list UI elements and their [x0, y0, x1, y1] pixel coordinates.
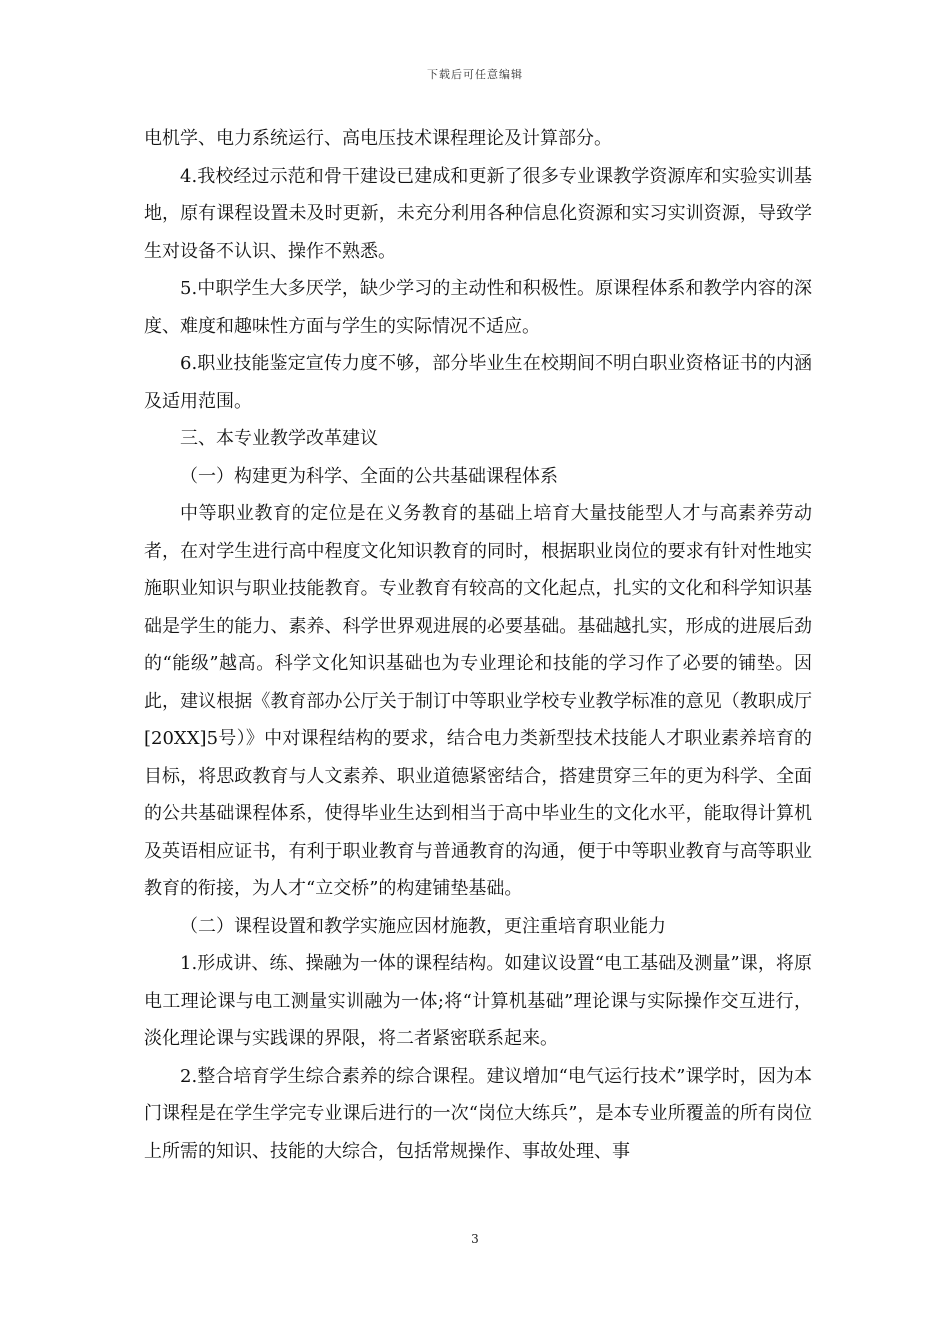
- paragraph-item-1: 1.形成讲、练、操融为一体的课程结构。如建议设置“电工基础及测量”课，将原电工理论课与电工测量实训融为一体;将“计算机基础”理论课与实际操作交互进行，淡化理论课与实践课的界限，将二者紧密联系起来。: [144, 953, 812, 1049]
- paragraph-item-4: 4.我校经过示范和骨干建设已建成和更新了很多专业课教学资源库和实验实训基地，原有课程设置未及时更新，未充分利用各种信息化资源和实习实训资源，导致学生对设备不认识、操作不熟悉。: [144, 165, 812, 262]
- paragraph-item-2: 2.整合培育学生综合素养的综合课程。建议增加“电气运行技术”课学时，因为本门课程是在学生学完专业课后进行的一次“岗位大练兵”，是本专业所覆盖的所有岗位上所需的知识、技能的大综合，包括常规操作、事故处理、事: [144, 1065, 812, 1162]
- subsection-heading-1: （一）构建更为科学、全面的公共基础课程体系: [180, 465, 558, 487]
- paragraph-continuation: 电机学、电力系统运行、高电压技术课程理论及计算部分。: [144, 128, 612, 149]
- section-heading-3: 三、本专业教学改革建议: [180, 428, 378, 449]
- subsection-heading-2: （二）课程设置和教学实施应因材施教，更注重培育职业能力: [180, 915, 666, 937]
- paragraph-body: 中等职业教育的定位是在义务教育的基础上培育大量技能型人才与高素养劳动者，在对学生进行高中程度文化知识教育的同时，根据职业岗位的要求有针对性地实施职业知识与职业技能教育。专业教育有较高的文化起点，扎实的文化和科学知识基础是学生的能力、素养、科学世界观进展的必要基础。基础越扎实，形成的进展后劲的“能级”越高。科学文化知识基础也为专业理论和技能的学习作了必要的铺垫。因此，建议根据《教育部办公厅关于制订中等职业学校专业教学标准的意见（教职成厅[20XX]5号）》中对课程结构的要求，结合电力类新型技术技能人才职业素养培育的目标，将思政教育与人文素养、职业道德紧密结合，搭建贯穿三年的更为科学、全面的公共基础课程体系，使得毕业生达到相当于高中毕业生的文化水平，能取得计算机及英语相应证书，有利于职业教育与普通教育的沟通，便于中等职业教育与高等职业教育的衔接，为人才“立交桥”的构建铺垫基础。: [144, 503, 812, 899]
- document-body: [144, 120, 812, 1170]
- page-header: 下载后可任意编辑: [427, 68, 523, 81]
- page-number: 3: [471, 1232, 479, 1246]
- paragraph-item-5: 5.中职学生大多厌学，缺少学习的主动性和积极性。原课程体系和教学内容的深度、难度和趣味性方面与学生的实际情况不适应。: [144, 278, 812, 337]
- paragraph-item-6: 6.职业技能鉴定宣传力度不够，部分毕业生在校期间不明白职业资格证书的内涵及适用范围。: [144, 353, 812, 412]
